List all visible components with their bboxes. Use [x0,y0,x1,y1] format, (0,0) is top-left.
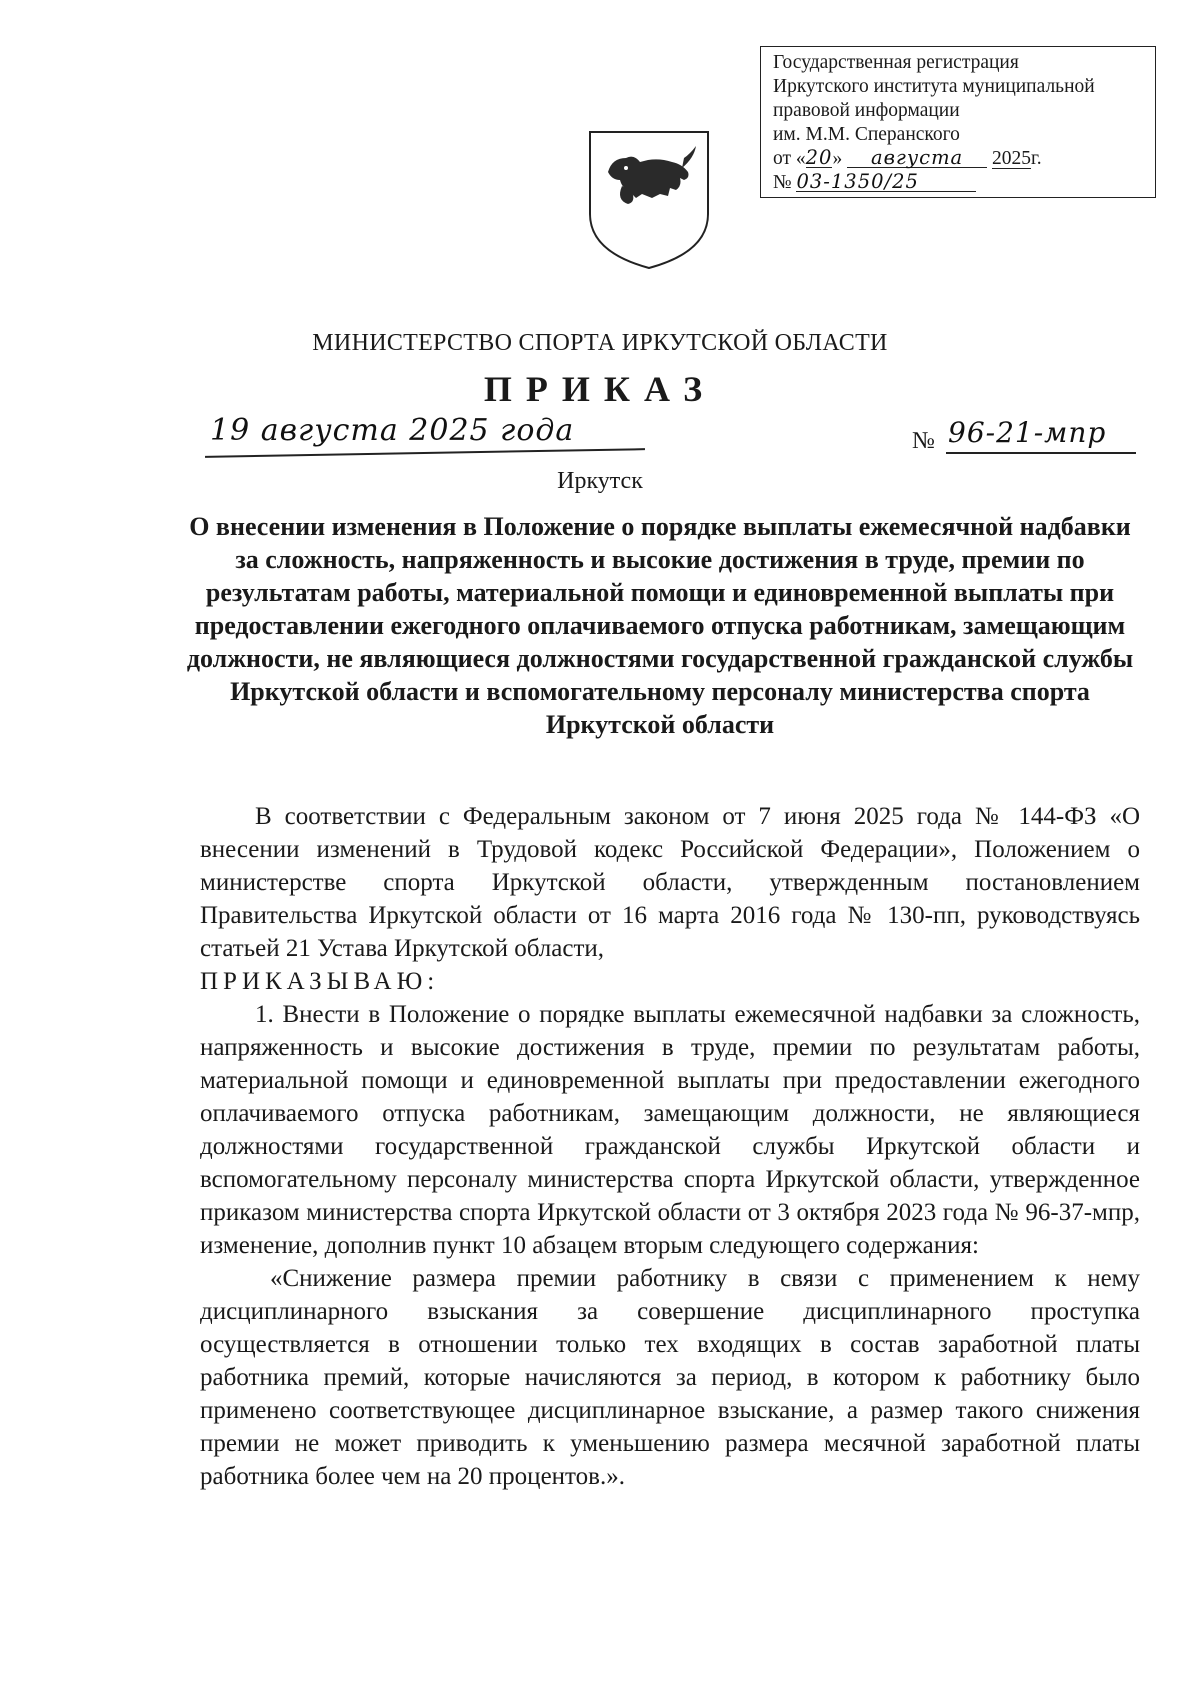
coat-of-arms-icon [586,128,712,272]
order-body [200,800,1140,1493]
stamp-year-suffix: г. [1030,148,1042,169]
stamp-year: 2025 [991,148,1031,169]
stamp-number: 03-1350/25 [796,173,976,192]
order-date-handwritten: 19 августа 2025 года [210,413,575,448]
stamp-line-2: Иркутского института муниципальной [773,76,1095,97]
date-underline [205,448,645,457]
stamp-number-row [773,171,1155,195]
quote-paragraph: «Снижение размера премии работнику в связи с применением к нему дисциплинарного взыскания за совершение дисциплинарного проступка осуществляется в отношении только тех входящих в состав заработной платы работника премий, которые начисляются за период, в котором к работнику было применено соответствующее дисциплинарное взыскание, а размер такого снижения премии не может приводить к уменьшению размера месячной заработной платы работника более чем на 20 процентов.». [200,1265,1140,1490]
document-type: ПРИКАЗ [483,369,717,409]
stamp-day: 20 [805,146,833,169]
stamp-line-3: правовой информации [773,100,960,121]
registration-stamp [760,46,1156,198]
order-number-label: № [912,428,935,454]
city: Иркутск [557,468,643,494]
stamp-from-prefix: от « [773,148,806,169]
stamp-month: августа [847,149,987,168]
stamp-number-prefix: № [773,172,792,193]
stamp-line-4: им. М.М. Сперанского [773,124,960,145]
order-number-handwritten: 96-21-мпр [948,416,1107,449]
stamp-date-row [773,147,1155,171]
stamp-from-mid: » [832,148,843,169]
stamp-line-1: Государственная регистрация [773,52,1019,73]
number-underline [946,452,1136,454]
item-1-paragraph: 1. Внести в Положение о порядке выплаты ежемесячной надбавки за сложность, напряженность и высокие достижения в труде, премии по результатам работы, материальной помощи и единовременной выплаты при предоставлении ежегодного оплачиваемого отпуска работникам, замещающим должности, не являющиеся должностями государственной гражданской службы Иркутской области и вспомогательному персоналу министерства спорта Иркутской области, утвержденное приказом министерства спорта Иркутской области от 3 октября 2023 года № 96-37-мпр, изменение, дополнив пункт 10 абзацем вторым следующего содержания: [200,1001,1140,1259]
order-word: ПРИКАЗЫВАЮ: [200,968,440,995]
order-title: О внесении изменения в Положение о порядке выплаты ежемесячной надбавки за сложность, напряженность и высокие достижения в труде, премии по результатам работы, материальной помощи и единовременной выплаты при предоставлении ежегодного оплачиваемого отпуска работникам, замещающим должности, не являющиеся должностями государственной гражданской службы Иркутской области и вспомогательному персоналу министерства спорта Иркутской области [186,512,1134,739]
preamble-paragraph: В соответствии с Федеральным законом от 7 июня 2025 года № 144-ФЗ «О внесении изменений в Трудовой кодекс Российской Федерации», Положением о министерстве спорта Иркутской области, утвержденным постановлением Правительства Иркутской области от 16 марта 2016 года № 130-пп, руководствуясь статьей 21 Устава Иркутской области, [200,803,1140,962]
ministry-name: МИНИСТЕРСТВО СПОРТА ИРКУТСКОЙ ОБЛАСТИ [312,330,888,356]
